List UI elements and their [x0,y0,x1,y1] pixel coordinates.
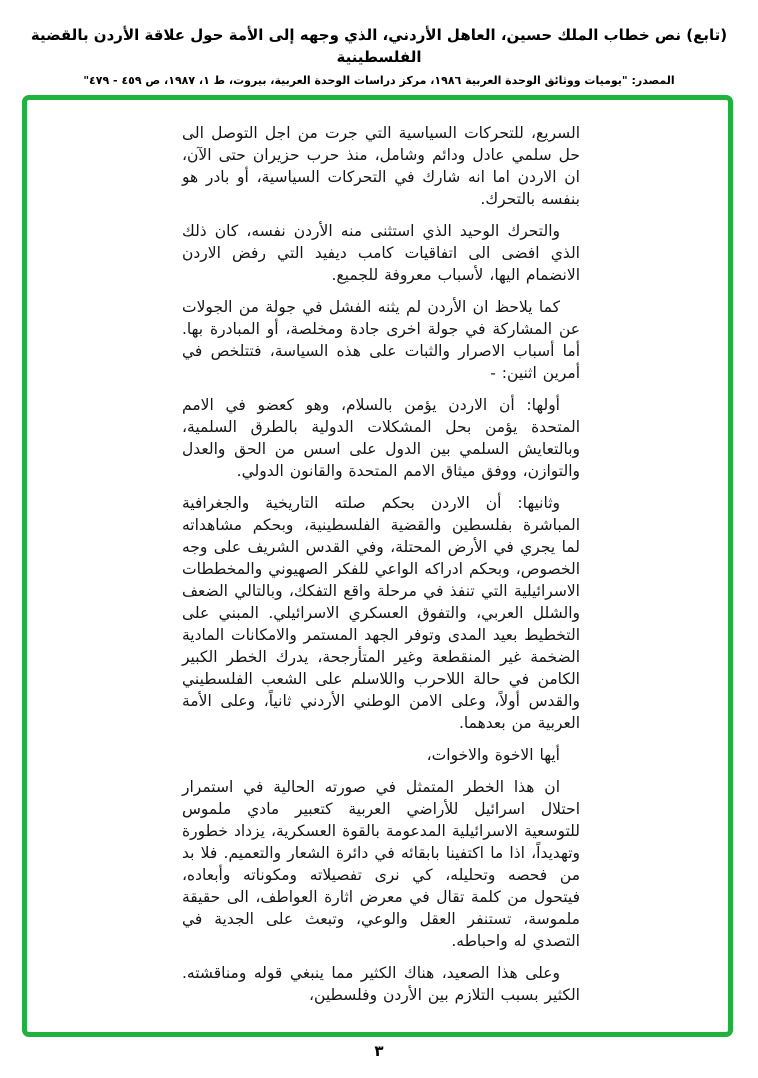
paragraph: كما يلاحظ ان الأردن لم يثنه الفشل في جولة من الجولات عن المشاركة في جولة اخرى جادة ومخلصة، أو المبادرة بها. أما أسباب الاصرار والثبات على هذه السياسة، فتتلخص في أمرين اثنين: - [182,298,580,382]
speech-body-text [182,122,580,1006]
paragraph-continuation: السريع، للتحركات السياسية التي جرت من اجل التوصل الى حل سلمي عادل ودائم وشامل، منذ حرب حزيران حتى الآن، ان الاردن اما انه شارك في التحركات السياسية، أو بادر هو بنفسه بالتحرك. [182,124,580,208]
content-frame [22,95,733,1037]
page-number: ٣ [374,1042,384,1060]
paragraph: ان هذا الخطر المتمثل في صورته الحالية في استمرار احتلال اسرائيل للأراضي العربية كتعبير مادي ملموس للتوسعية الاسرائيلية المدعومة بالقوة العسكرية، يزداد خطورة وتهديداً، اذا ما اكتفينا بابقائه في دائرة الشعار والتعميم. فلا بد من فحصه وتحليله، كي نرى تفصيلاته ومكوناته وأبعاده، فيتحول من كلمة تقال في معرض اثارة العواطف، الى حقيقة ملموسة، تستنفر العقل والوعي، وتبعث على الجدية في التصدي له واحباطه. [182,778,580,950]
document-title: (تابع) نص خطاب الملك حسين، العاهل الأردني، الذي وجهه إلى الأمة حول علاقة الأردن بالقضية الفلسطينية [30,26,728,66]
paragraph-first-reason: أولها: أن الاردن يؤمن بالسلام، وهو كعضو في الامم المتحدة يؤمن بحل المشكلات الدولية بالطرق السلمية، وبالتعايش السلمي بين الدول على اسس من الحق والعدل والتوازن، ووفق ميثاق الامم المتحدة والقانون الدولي. [182,396,580,480]
paragraph: وعلى هذا الصعيد، هناك الكثير مما ينبغي قوله ومناقشته. الكثير بسبب التلازم بين الأردن وفلسطين، [182,964,580,1004]
paragraph-salutation: أيها الاخوة والاخوات، [426,746,560,764]
document-header [0,0,758,89]
document-source-citation: المصدر: "يوميات ووثائق الوحدة العربية ١٩٨٦، مركز دراسات الوحدة العربية، بيروت، ط ١، ١٩٨٧، ص ٤٥٩ - ٤٧٩" [83,74,675,87]
paragraph-second-reason: وثانيها: أن الاردن بحكم صلته التاريخية والجغرافية المباشرة بفلسطين والقضية الفلسطينية، وبحكم مشاهداته لما يجري في الأرض المحتلة، وفي القدس الشريف على وجه الخصوص، وبحكم ادراكه الواعي للفكر الصهيوني والمخططات الاسرائيلية التي تنفذ في مرحلة واقع التفكك، وبالتالي الضعف والشلل العربي، والتفوق العسكري الاسرائيلي. المبني على التخطيط بعيد المدى وتوفر الجهد المستمر والامكانات المادية الضخمة غير المنقطعة وغير المتأرجحة، يدرك الخطر الكبير الكامن في حالة اللاحرب واللاسلم على الشعب الفلسطيني والقدس أولاً، وعلى الامن الوطني الأردني ثانياً، وعلى الأمة العربية من بعدهما. [182,494,580,732]
paragraph: والتحرك الوحيد الذي استثنى منه الأردن نفسه، كان ذلك الذي افضى الى اتفاقيات كامب ديفيد التي رفض الاردن الانضمام اليها، لأسباب معروفة للجميع. [182,222,580,284]
